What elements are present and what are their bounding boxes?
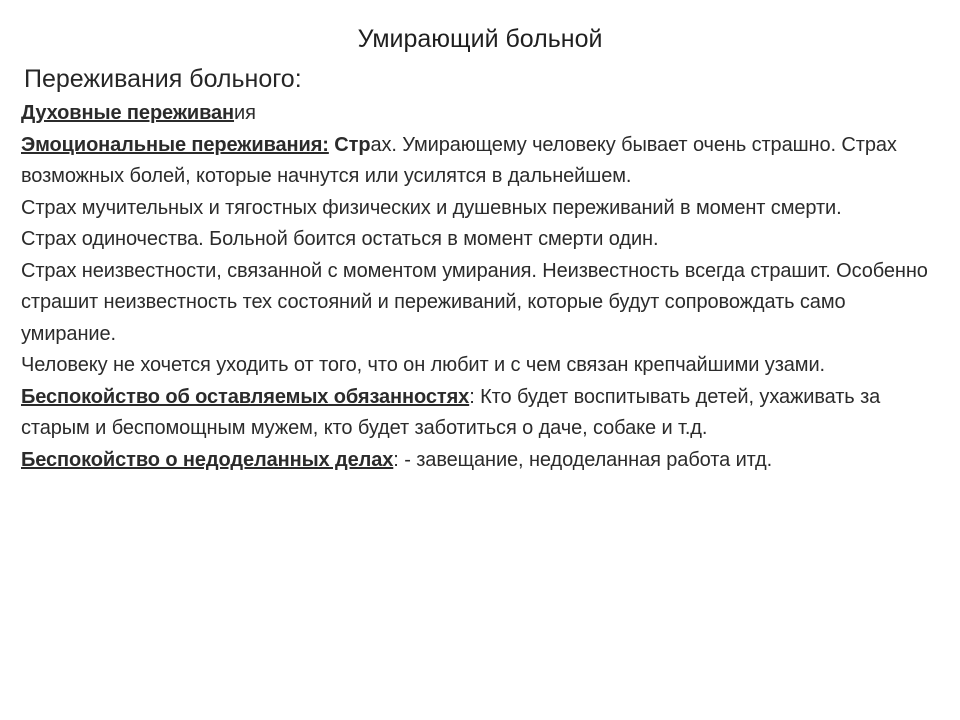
paragraph-attachment — [21, 350, 941, 382]
slide-subtitle: Переживания больного: — [24, 65, 302, 93]
paragraph-emotional — [21, 130, 941, 193]
paragraph-text: Страх неизвестности, связанной с моментом умирания. Неизвестность всегда страшит. Особенно страшит неизвестность тех состояний и переживаний, которые будут сопровождать само умирание. — [21, 259, 928, 345]
paragraph-text: : Кто будет воспитывать детей, ухаживать за старым и беспомощным мужем, кто будет заботиться о даче, собаке и т.д. — [21, 385, 881, 439]
slide-title: Умирающий больной — [357, 25, 603, 53]
paragraph-text: Человеку не хочется уходить от того, что он любит и с чем связан крепчайшими узами. — [21, 354, 825, 376]
slide-body — [21, 98, 941, 476]
paragraph-fear-loneliness — [21, 224, 941, 256]
heading-duties: Беспокойство об оставляемых обязанностях — [21, 385, 470, 408]
heading-spiritual-tail: ия — [234, 102, 256, 124]
heading-emotional: Эмоциональные переживания: — [21, 133, 329, 156]
paragraph-text: ах. Умирающему человеку бывает очень страшно. Страх возможных болей, которые начнутся или усилятся в дальнейшем. — [21, 133, 897, 187]
paragraph-spiritual — [21, 98, 941, 130]
heading-spiritual: Духовные переживан — [21, 102, 235, 124]
paragraph-fear-suffering — [21, 193, 941, 225]
paragraph-text: Страх мучительных и тягостных физических и душевных переживаний в момент смерти. — [21, 196, 842, 219]
paragraph-text: Страх одиночества. Больной боится остаться в момент смерти один. — [21, 228, 659, 250]
paragraph-text: : - завещание, недоделанная работа итд. — [393, 448, 773, 471]
heading-unfinished: Беспокойство о недоделанных делах — [21, 448, 394, 471]
paragraph-unfinished — [21, 445, 941, 477]
heading-emotional-bold: Стр — [328, 133, 371, 156]
paragraph-duties — [21, 382, 941, 445]
paragraph-fear-unknown — [21, 256, 941, 351]
